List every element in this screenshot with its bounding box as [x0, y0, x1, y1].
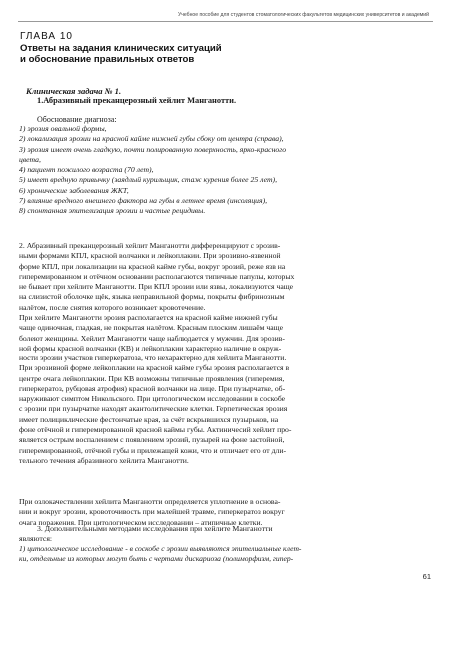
text-line: имеет полициклические фестончатые края, за счёт вскрывшихся пузырьков, на [19, 414, 279, 424]
diagnosis-intro: Обоснование диагноза: [37, 115, 117, 124]
methods-item-cytology [19, 544, 431, 565]
differential-continuation-paragraph [19, 353, 431, 466]
text-line: является острым воспалением с появлением эрозий, пузырей на фоне застойной, [19, 435, 285, 445]
methods-heading-cont: являются: [19, 534, 53, 543]
differential-diagnosis-paragraph [19, 241, 431, 354]
text-line: чаще одиночная, гладкая, не покрытая налётом. Красным плоским лишаём чаще [19, 323, 284, 333]
text-line: центре очага лейкоплакии. При КВ возможны типичные проявления (гиперемия, [19, 373, 285, 383]
diagnosis-item: 7) влияние вредного внешнего фактора на губы в летнее время (инсоляция), [19, 196, 268, 206]
text-line: болеют женщины. Хейлит Манганотти чаще наблюдается у мужчин. Для эрозив- [19, 333, 285, 343]
diagnosis-item: 1) эрозия овальной формы, [19, 124, 107, 133]
methods-heading: 3. Дополнительными методами исследования при хейлите Манганотти [37, 524, 273, 533]
text-line: налётом, после снятия которого возникает кровотечение. [19, 302, 206, 312]
chapter-title [20, 43, 420, 65]
text-line: с эрозии при пузырчатке находят акантолитические клетки. Герпетическая эрозия [19, 404, 288, 414]
page-number: 61 [422, 572, 431, 581]
running-header: Учебное пособие для студентов стоматологических факультетов медицинских университетов и академий [178, 12, 429, 18]
text-line: гиперемированной, отёчной губы и прилежащей кожи, что и отличает его от дли- [19, 445, 287, 455]
diagnosis-item: 2) локализация эрозии на красной кайме нижней губы сбоку от центра (справа), [19, 134, 284, 144]
text-line: При хейлите Манганотти эрозия располагается на красной кайме нижней губы [19, 313, 278, 323]
text-line: 2. Абразивный преканцерозный хейлит Манганотти дифференцируют с эрозив- [19, 241, 281, 250]
text-line: При эрозивной форме лейкоплакии на красной кайме губы эрозия располагается в [19, 363, 290, 373]
text-line: ности эрозии участков гиперкератоза, что нехарактерно для хейлита Манганотти. [19, 353, 287, 362]
text-line: не бывает при хейлите Манганотти. При КПЛ эрозии или язвы, локализуются чаще [19, 282, 294, 292]
diagnosis-item: цвета, [19, 154, 41, 164]
text-line: гиперемированном и отёчном основании располагаются типичные папулы, которых [19, 271, 295, 281]
text-line: нии и вокруг эрозии, кровоточивость при малейшей травме, гиперкератоз вокруг [19, 507, 285, 517]
text-line: При озлокачествлении хейлита Манганотти определяется уплотнение в основа- [19, 497, 281, 506]
diagnosis-item: 6) хронические заболевания ЖКТ, [19, 185, 129, 195]
text-line: фоне отёчной и гиперемированной красной каймы губы. Актиничесий хейлит про- [19, 425, 292, 435]
diagnosis-list [19, 124, 429, 217]
chapter-title-line: и обоснование правильных ответов [20, 54, 195, 65]
chapter-label: ГЛАВА 10 [20, 31, 73, 42]
text-line: ки, отдельные из которых могут быть с чертами дискариоза (полиморфизм, гипер- [19, 554, 294, 564]
task-heading: Клиническая задача № 1. [26, 86, 122, 96]
diagnosis-item: 5) имеет вредную привычку (заядлый курильщик, стаж курения более 25 лет), [19, 175, 278, 185]
text-line: ной формы красной волчанки (КВ) и лейкоплакии характерно наличие в окруж- [19, 343, 282, 353]
diagnosis-item: 3) эрозия имеет очень гладкую, почти полированную поверхность, ярко-красного [19, 144, 287, 154]
text-line: ными формами КПЛ, красной волчанки и лейкоплакии. При эрозивно-язвенной [19, 251, 281, 261]
text-line: 1) цитологическое исследование - в соскобе с эрозии выявляются эпителиальные клет- [19, 544, 302, 553]
text-line: очага поражения. При цитологическом исследовании – атипичные клетки. [19, 517, 263, 527]
task-subheading: 1.Абразивный преканцерозный хейлит Манганотти. [37, 96, 237, 105]
header-rule [18, 21, 433, 22]
text-line: на слизистой оболочке щёк, языка неправильной формы, покрыты фибринозным [19, 292, 285, 302]
diagnosis-item: 8) спонтанная эпителизация эрозии и частые рецидивы. [19, 206, 206, 216]
text-line: наруживают симптом Никольского. При цитологическом исследовании в соскобе [19, 394, 286, 404]
diagnosis-item: 4) пациент пожилого возраста (70 лет), [19, 165, 154, 175]
text-line: тельного течения абразивного хейлита Манганотти. [19, 455, 189, 465]
text-line: гиперкератоз, рубцовая атрофия) красной волчанки на лице. При пузырчатке, об- [19, 383, 286, 393]
chapter-title-line: Ответы на задания клинических ситуаций [20, 43, 222, 54]
text-line: форме КПЛ, при локализации на красной кайме губы, вокруг эрозий, реже язв на [19, 261, 286, 271]
